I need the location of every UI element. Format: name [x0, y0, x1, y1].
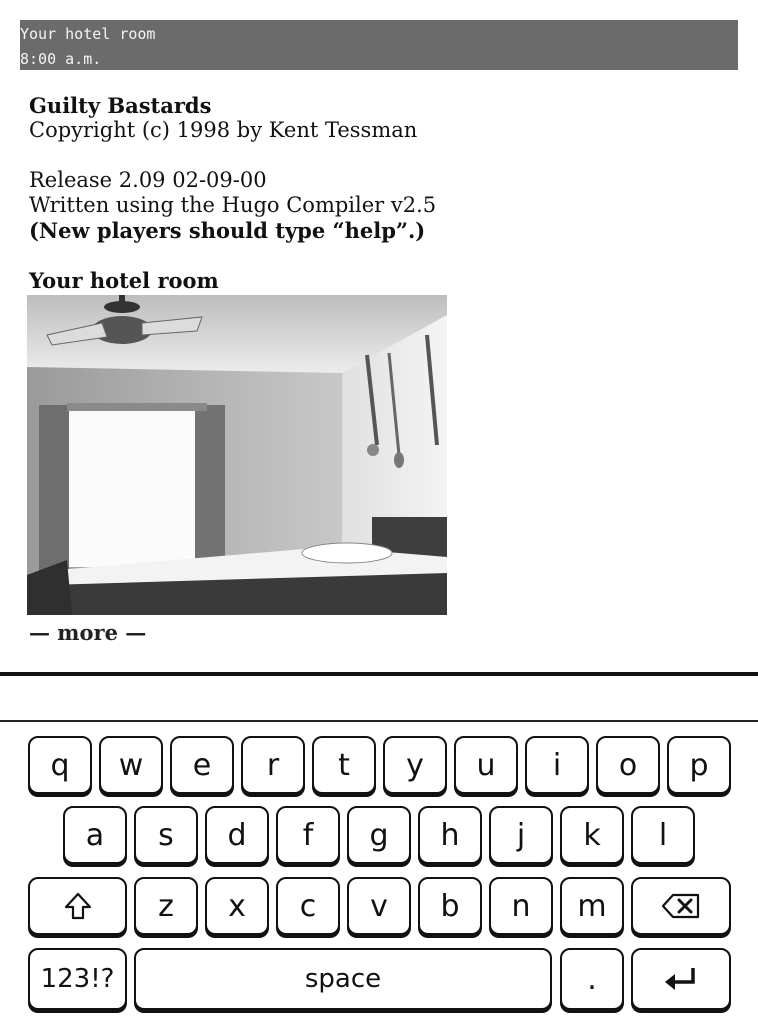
key-a[interactable]: a: [63, 806, 127, 864]
key-z[interactable]: z: [134, 877, 198, 935]
copyright-line: Copyright (c) 1998 by Kent Tessman: [29, 118, 418, 142]
space-key[interactable]: space: [134, 948, 552, 1010]
key-i[interactable]: i: [525, 736, 589, 794]
key-g[interactable]: g: [347, 806, 411, 864]
key-y[interactable]: y: [383, 736, 447, 794]
input-divider: [0, 720, 758, 722]
key-u[interactable]: u: [454, 736, 518, 794]
key-e[interactable]: e: [170, 736, 234, 794]
return-arrow-icon: [663, 965, 699, 993]
key-k[interactable]: k: [560, 806, 624, 864]
shift-arrow-icon: [63, 891, 93, 921]
enter-key[interactable]: [631, 948, 731, 1010]
status-bar: [20, 20, 738, 70]
key-s[interactable]: s: [134, 806, 198, 864]
status-location: Your hotel room: [20, 25, 156, 43]
story-text: [29, 93, 729, 293]
key-x[interactable]: x: [205, 877, 269, 935]
key-r[interactable]: r: [241, 736, 305, 794]
key-j[interactable]: j: [489, 806, 553, 864]
period-key[interactable]: .: [560, 948, 624, 1010]
key-p[interactable]: p: [667, 736, 731, 794]
key-l[interactable]: l: [631, 806, 695, 864]
key-h[interactable]: h: [418, 806, 482, 864]
release-line: Release 2.09 02-09-00: [29, 168, 267, 192]
key-t[interactable]: t: [312, 736, 376, 794]
key-f[interactable]: f: [276, 806, 340, 864]
help-hint: (New players should type “help”.): [29, 218, 426, 243]
key-b[interactable]: b: [418, 877, 482, 935]
backspace-icon: [661, 893, 701, 919]
hotel-room-picture: [27, 295, 447, 615]
compiler-line: Written using the Hugo Compiler v2.5: [29, 193, 437, 217]
key-n[interactable]: n: [489, 877, 553, 935]
key-d[interactable]: d: [205, 806, 269, 864]
key-c[interactable]: c: [276, 877, 340, 935]
key-q[interactable]: q: [28, 736, 92, 794]
shift-key[interactable]: [28, 877, 127, 935]
key-m[interactable]: m: [560, 877, 624, 935]
key-o[interactable]: o: [596, 736, 660, 794]
game-title: Guilty Bastards: [29, 93, 212, 118]
room-heading: Your hotel room: [29, 268, 219, 293]
key-v[interactable]: v: [347, 877, 411, 935]
backspace-key[interactable]: [631, 877, 731, 935]
status-time: 8:00 a.m.: [20, 50, 102, 68]
divider: [0, 672, 758, 676]
key-w[interactable]: w: [99, 736, 163, 794]
more-prompt[interactable]: — more —: [29, 620, 147, 645]
symbols-key[interactable]: 123!?: [28, 948, 127, 1010]
